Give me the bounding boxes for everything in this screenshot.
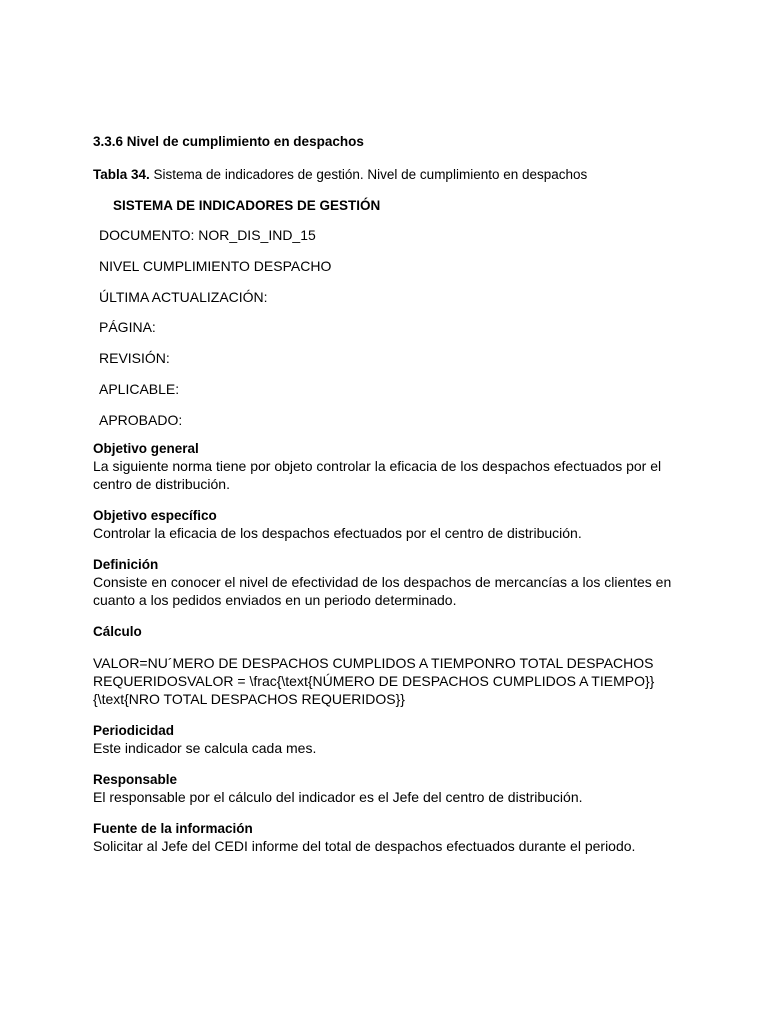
indicator-table bbox=[93, 196, 683, 440]
table-caption bbox=[93, 166, 683, 184]
section-heading: Objetivo específico bbox=[93, 507, 217, 523]
table-row-nivel: NIVEL CUMPLIMIENTO DESPACHO bbox=[99, 257, 332, 274]
section-body: El responsable por el cálculo del indicador es el Jefe del centro de distribución. bbox=[93, 788, 583, 805]
section-heading: Definición bbox=[93, 556, 159, 572]
section-objetivo-especifico bbox=[93, 507, 683, 542]
section-heading: Periodicidad bbox=[93, 722, 175, 738]
document-page bbox=[93, 133, 683, 869]
section-periodicidad bbox=[93, 722, 683, 757]
table-caption-text: Sistema de indicadores de gestión. Nivel de cumplimiento en despachos bbox=[149, 167, 588, 182]
table-header: SISTEMA DE INDICADORES DE GESTIÓN bbox=[113, 198, 381, 213]
section-calculo bbox=[93, 623, 683, 708]
section-body: Este indicador se calcula cada mes. bbox=[93, 739, 317, 756]
table-row-pagina: PÁGINA: bbox=[99, 319, 156, 336]
table-row-revision: REVISIÓN: bbox=[99, 350, 170, 367]
section-heading: Objetivo general bbox=[93, 440, 199, 456]
table-row-documento: DOCUMENTO: NOR_DIS_IND_15 bbox=[99, 227, 316, 243]
section-body: Controlar la eficacia de los despachos efectuados por el centro de distribución. bbox=[93, 524, 582, 541]
section-body: La siguiente norma tiene por objeto controlar la eficacia de los despachos efectuados por el centro de distribución. bbox=[93, 457, 662, 492]
section-heading: Responsable bbox=[93, 771, 178, 787]
section-body: VALOR=NU´MERO DE DESPACHOS CUMPLIDOS A TIEMPONRO TOTAL DESPACHOS REQUERIDOSVALOR = \frac{\text{NÚMERO DE DESPACHOS CUMPLIDOS A TIEMPO}}{\text{NRO TOTAL DESPACHOS REQUERIDOS}} bbox=[93, 654, 655, 707]
table-row-ultima-actualizacion: ÚLTIMA ACTUALIZACIÓN: bbox=[99, 288, 268, 305]
section-heading: Fuente de la información bbox=[93, 820, 253, 836]
sections bbox=[93, 440, 683, 855]
section-responsable bbox=[93, 771, 683, 806]
section-body: Solicitar al Jefe del CEDI informe del total de despachos efectuados durante el periodo. bbox=[93, 837, 636, 854]
table-row-aplicable: APLICABLE: bbox=[99, 380, 180, 397]
table-row-aprobado: APROBADO: bbox=[99, 411, 183, 428]
table-caption-label: Tabla 34. bbox=[93, 167, 150, 182]
section-heading: Cálculo bbox=[93, 623, 142, 639]
section-objetivo-general bbox=[93, 440, 683, 493]
section-definicion bbox=[93, 556, 683, 609]
section-fuente-informacion bbox=[93, 820, 683, 855]
section-title: 3.3.6 Nivel de cumplimiento en despachos bbox=[93, 134, 364, 149]
section-body: Consiste en conocer el nivel de efectividad de los despachos de mercancías a los clientes en cuanto a los pedidos enviados en un periodo determinado. bbox=[93, 573, 672, 608]
